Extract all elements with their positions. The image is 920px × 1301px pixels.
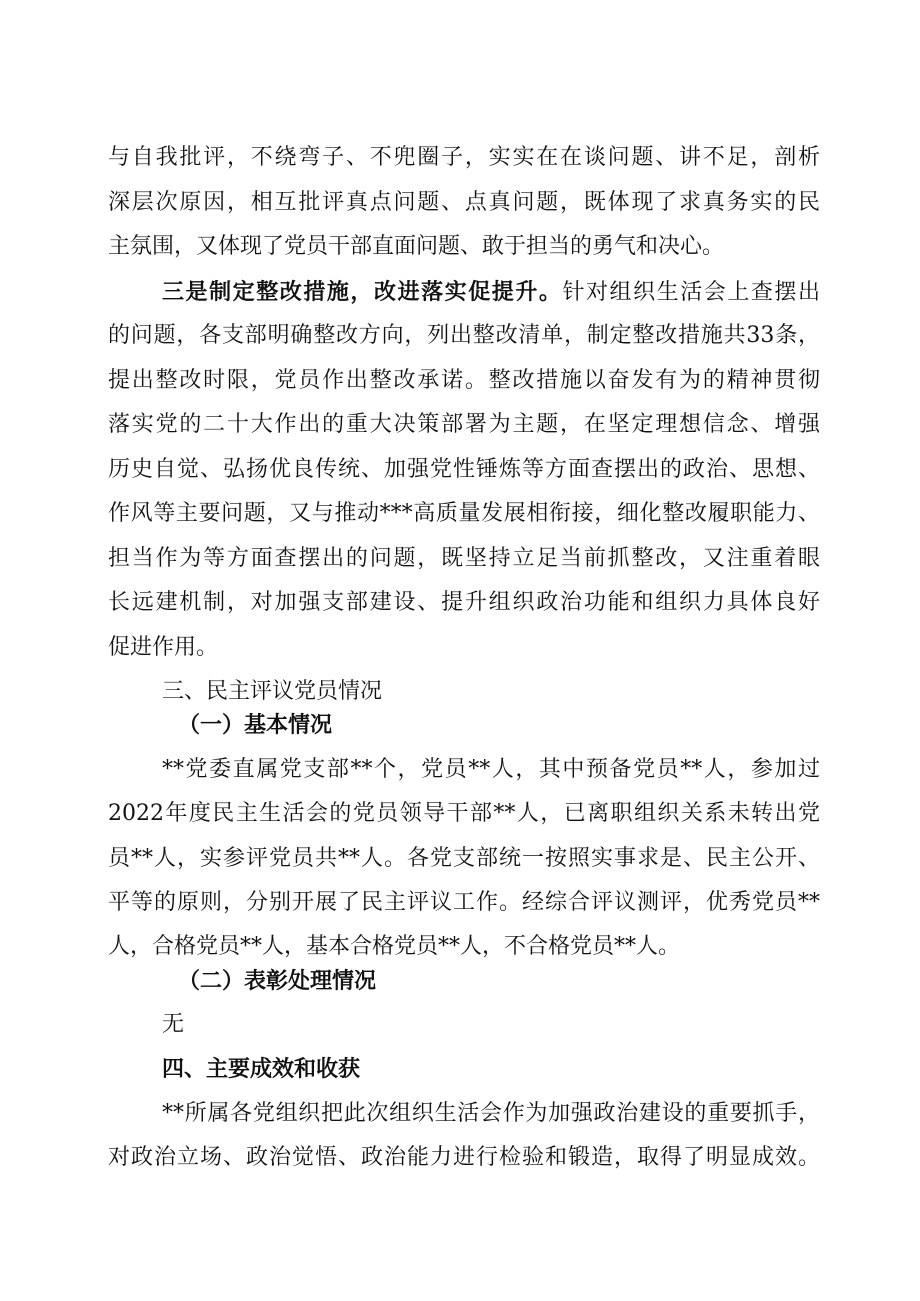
- para-b-line-7: 担当作为等方面查摆出的问题，既坚持立足当前抓整改，又注重着眼: [108, 546, 820, 571]
- section-3-sub-2-heading: （二）表彰处理情况: [178, 968, 377, 994]
- sub-1-line-5: 人，合格党员**人，基本合格党员**人，不合格党员**人。: [108, 934, 681, 959]
- sub-1-line-3: 员**人，实参评党员共**人。各党支部统一按照实事求是、民主公开、: [108, 846, 820, 871]
- sub-1-line-1: **党委直属党支部**个，党员**人，其中预备党员**人，参加过: [162, 757, 820, 782]
- para-b-line-4: 落实党的二十大作出的重大决策部署为主题，在坚定理想信念、增强: [108, 412, 820, 437]
- section-4-line-2: 对政治立场、政治觉悟、政治能力进行检验和锻造，取得了明显成效。: [108, 1145, 820, 1170]
- para-b-lead: 三是制定整改措施，改进落实促提升。: [162, 279, 563, 305]
- para-a-line-3: 主氛围，又体现了党员干部直面问题、敢于担当的勇气和决心。: [108, 234, 725, 259]
- para-b-line-9: 促进作用。: [108, 635, 219, 660]
- section-4-heading: 四、主要成效和收获: [162, 1056, 361, 1082]
- section-3-heading: 三、民主评议党员情况: [162, 679, 383, 704]
- para-b-line-1-text: 针对组织生活会上查摆出: [562, 280, 820, 305]
- para-b-line-2: 的问题，各支部明确整改方向，列出整改清单，制定整改措施共33条，: [108, 323, 820, 348]
- para-b-line-3: 提出整改时限，党员作出整改承诺。整改措施以奋发有为的精神贯彻: [108, 368, 820, 393]
- sub-1-line-2: 2022年度民主生活会的党员领导干部**人，已离职组织关系未转出党: [108, 801, 820, 826]
- para-b-line-8: 长远建机制，对加强支部建设、提升组织政治功能和组织力具体良好: [108, 590, 820, 615]
- section-4-line-1: **所属各党组织把此次组织生活会作为加强政治建设的重要抓手，: [162, 1101, 820, 1126]
- para-b-line-1: [162, 277, 820, 307]
- para-b-line-5: 历史自觉、弘扬优良传统、加强党性锤炼等方面查摆出的政治、思想、: [108, 457, 820, 482]
- para-a-line-2: 深层次原因，相互批评真点问题、点真问题，既体现了求真务实的民: [108, 190, 820, 215]
- para-a-line-1: 与自我批评，不绕弯子、不兜圈子，实实在在谈问题、讲不足，剖析: [108, 145, 820, 170]
- sub-1-line-4: 平等的原则，分别开展了民主评议工作。经综合评议测评，优秀党员**: [108, 890, 820, 915]
- sub-2-body: 无: [162, 1012, 185, 1037]
- section-3-sub-1-heading: （一）基本情况: [178, 712, 333, 738]
- para-b-line-6: 作风等主要问题，又与推动***高质量发展相衔接，细化整改履职能力、: [108, 501, 820, 526]
